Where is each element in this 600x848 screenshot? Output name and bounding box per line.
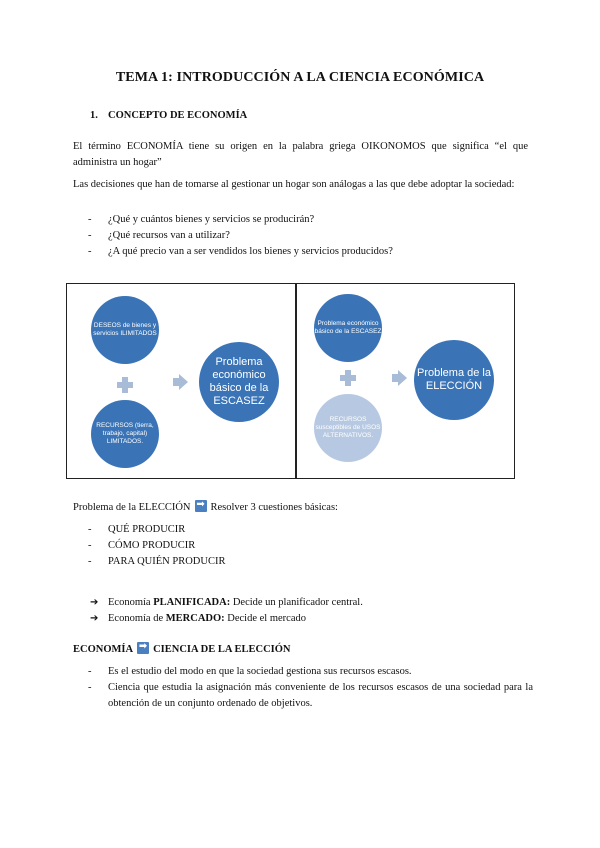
dash-bullet: - — [88, 246, 92, 257]
arrow-right-icon — [392, 370, 407, 386]
economy-heading-left: ECONOMÍA — [73, 644, 134, 655]
economy-type-name: MERCADO: — [165, 613, 225, 624]
arrow-bullet-icon: ➔ — [90, 597, 99, 608]
list-item — [88, 680, 533, 712]
page-title: TEMA 1: INTRODUCCIÓN A LA CIENCIA ECONÓMICA — [115, 70, 485, 85]
dash-bullet: - — [88, 666, 92, 677]
election-list — [88, 522, 533, 570]
circle-alternative-uses: RECURSOS susceptibles de USOS ALTERNATIVOS. — [314, 394, 382, 462]
list-item — [88, 228, 533, 244]
dash-bullet: - — [88, 230, 92, 241]
economy-heading-right: CIENCIA DE LA ELECCIÓN — [153, 644, 291, 655]
plus-icon — [340, 370, 356, 386]
dash-bullet: - — [88, 524, 92, 535]
economy-heading — [73, 642, 291, 655]
dash-bullet: - — [88, 214, 92, 225]
circle-scarcity: Problema económico básico de la ESCASEZ — [314, 294, 382, 362]
circle-scarcity-problem: Problema económico básico de la ESCASEZ — [199, 342, 279, 422]
list-item — [88, 244, 533, 260]
list-item — [90, 611, 363, 627]
arrow-bullet-icon: ➔ — [90, 613, 99, 624]
election-item: QUÉ PRODUCIR — [108, 524, 186, 535]
plus-icon — [117, 377, 133, 393]
economy-type-prefix: Economía de — [108, 613, 166, 624]
definition-text: Ciencia que estudia la asignación más conveniente de los recursos escasos de una sociedad para la obtención de un conjunto ordenado de objetivos. — [108, 682, 533, 709]
economy-type-desc: Decide un planificador central. — [230, 597, 363, 608]
definition-text: Es el estudio del modo en que la sociedad gestiona sus recursos escasos. — [108, 666, 412, 677]
list-item — [88, 664, 533, 680]
diagram-panel-scarcity — [66, 283, 297, 479]
election-prefix: Problema de la ELECCIÓN — [73, 502, 191, 513]
list-item — [88, 554, 533, 570]
concept-diagram — [66, 283, 515, 479]
circle-election-problem: Problema de la ELECCIÓN — [414, 340, 494, 420]
economy-type-desc: Decide el mercado — [224, 613, 306, 624]
election-item: PARA QUIÉN PRODUCIR — [108, 556, 226, 567]
dash-bullet: - — [88, 556, 92, 567]
economy-types-list — [90, 595, 363, 627]
definitions-list — [88, 664, 533, 712]
list-item — [88, 538, 533, 554]
economy-type-prefix: Economía — [108, 597, 154, 608]
election-line — [73, 500, 528, 516]
question-text: ¿Qué y cuántos bienes y servicios se producirán? — [108, 214, 315, 225]
dash-bullet: - — [88, 540, 92, 551]
questions-list — [88, 212, 533, 260]
section-title: CONCEPTO DE ECONOMÍA — [108, 110, 248, 121]
arrow-right-icon — [137, 642, 149, 654]
question-text: ¿A qué precio van a ser vendidos los bienes y servicios producidos? — [108, 246, 393, 257]
economy-type-name: PLANIFICADA: — [153, 597, 231, 608]
circle-wants: DESEOS de bienes y servicios ILIMITADOS — [91, 296, 159, 364]
election-item: CÓMO PRODUCIR — [108, 540, 196, 551]
section-number: 1. — [90, 110, 98, 121]
circle-resources: RECURSOS (tierra, trabajo, capital) LIMITADOS. — [91, 400, 159, 468]
question-text: ¿Qué recursos van a utilizar? — [108, 230, 230, 241]
paragraph-origin: El término ECONOMÍA tiene su origen en la palabra griega OIKONOMOS que significa “el que administra un hogar” — [73, 141, 528, 168]
election-suffix: Resolver 3 cuestiones básicas: — [210, 502, 338, 513]
list-item — [90, 595, 363, 611]
list-item — [88, 212, 533, 228]
diagram-panel-election — [295, 283, 515, 479]
arrow-right-icon — [173, 374, 188, 390]
arrow-right-icon — [195, 500, 207, 512]
section-heading — [90, 110, 247, 121]
dash-bullet: - — [88, 682, 92, 693]
list-item — [88, 522, 533, 538]
paragraph-decisions: Las decisiones que han de tomarse al gestionar un hogar son análogas a las que debe adoptar la sociedad: — [73, 179, 515, 190]
